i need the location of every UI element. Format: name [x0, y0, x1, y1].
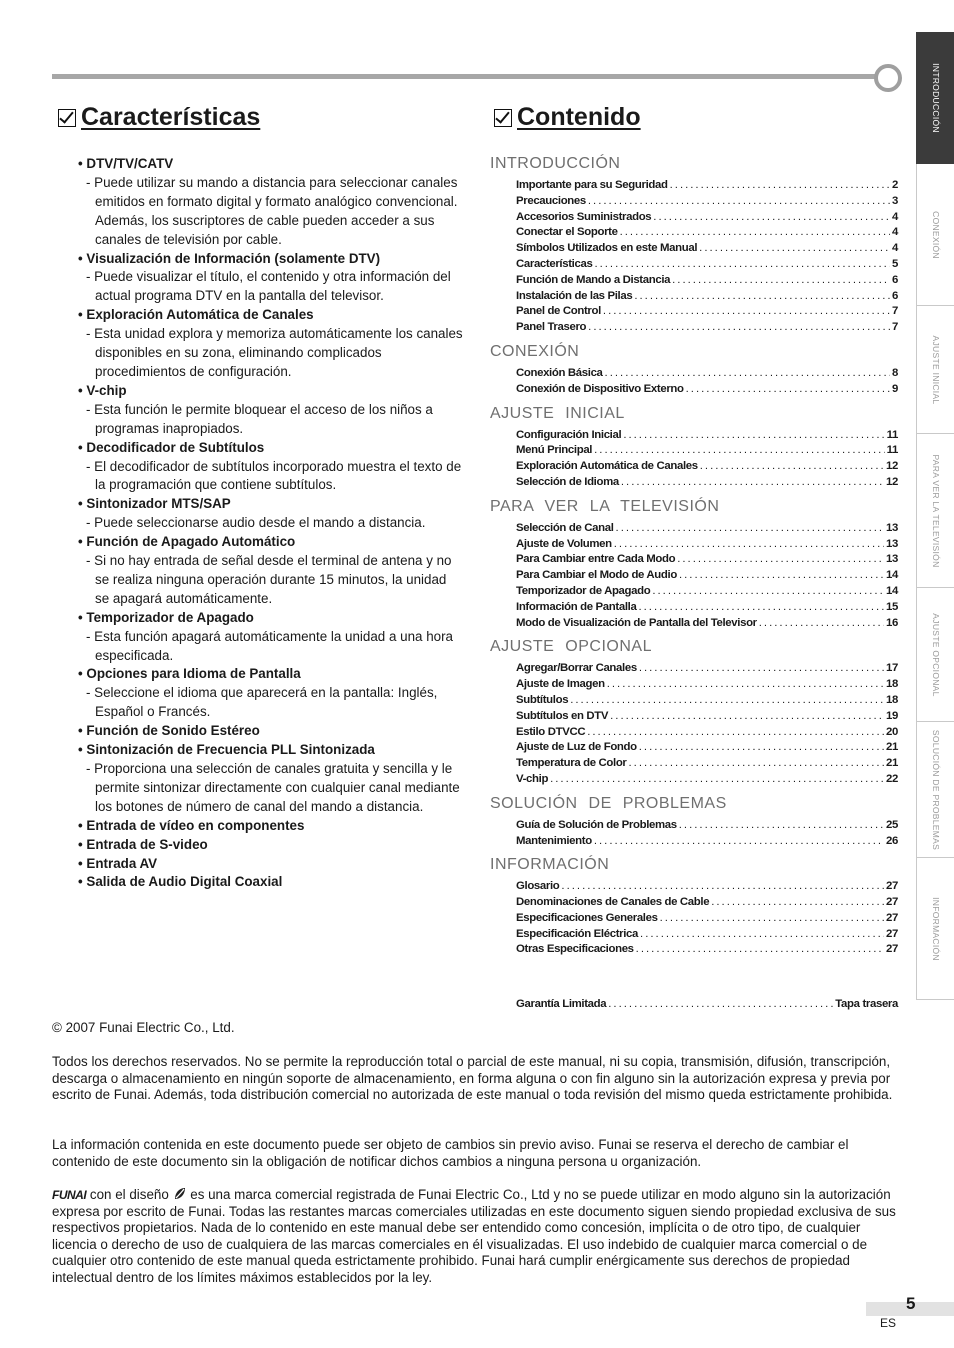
legal-paragraph-2: La información contenida en este documento puede ser objeto de cambios sin previo aviso. Funai se reserva el derecho de cambiar el contenido de este documento sin la obligación de notificar dichos cambios a ninguna persona u organización. — [52, 1137, 849, 1169]
feature-title: • Entrada de S-video — [78, 836, 208, 852]
feature-title: • Función de Sonido Estéreo — [78, 723, 260, 739]
legal-paragraph-1: Todos los derechos reservados. No se permite la reproducción total o parcial de este manual, ni su copia, transmisión, difusión, transcripción, descarga o almacenamiento en ningún soporte de almacenamiento, en forma alguna o con fin alguno sin la autorización expresa y previa por escrito de Funai. Además, toda distribución comercial no autorizada de este manual o toda revisión del mismo queda estrictamente prohibida. — [52, 1054, 893, 1103]
feature-title: • Decodificador de Subtítulos — [78, 439, 265, 455]
feature-title: • Sintonizador MTS/SAP — [78, 496, 231, 512]
toc-item[interactable]: V-chip ..... 22 — [516, 772, 898, 788]
table-of-contents — [490, 153, 900, 958]
contents-heading: Contenido — [494, 103, 641, 132]
toc-item[interactable]: Características ..... 5 — [516, 257, 898, 273]
feature-title: • Sintonización de Frecuencia PLL Sintonizada — [78, 742, 375, 758]
toc-item[interactable]: Ajuste de Luz de Fondo ..... 21 — [516, 740, 898, 756]
toc-section — [490, 403, 900, 491]
toc-item[interactable]: Precauciones ..... 3 — [516, 194, 898, 210]
toc-section — [490, 636, 900, 787]
funai-leaf-icon — [173, 1187, 187, 1201]
toc-item[interactable]: Selección de Idioma ..... 12 — [516, 475, 898, 491]
toc-section-heading: INTRODUCCIÓN — [490, 155, 621, 172]
feature-description: - Si no hay entrada de señal desde el terminal de antena y no se realiza ninguna operación durante 15 minutos, la unidad se apagará automáticamente. — [86, 553, 452, 606]
side-tab[interactable] — [916, 32, 954, 164]
toc-item[interactable]: Subtítulos ..... 18 — [516, 693, 898, 709]
feature-description: - Esta función apagará automáticamente la unidad a una hora especificada. — [86, 628, 454, 663]
toc-item[interactable]: Ajuste de Imagen ..... 18 — [516, 677, 898, 693]
toc-section — [490, 341, 900, 398]
toc-section-heading: AJUSTE INICIAL — [490, 404, 625, 422]
toc-section-heading: INFORMACIÓN — [490, 856, 610, 874]
side-tabs — [916, 32, 954, 1014]
side-tab[interactable] — [916, 434, 954, 588]
feature-title: • Visualización de Información (solamente DTV) — [78, 250, 381, 266]
feature-description: - Proporciona una selección de canales gratuita y sencilla y le permite sintonizar directamente con cualquier canal mediante los botones de número de canal del mando a distancia. — [86, 761, 460, 814]
feature-description: - Puede seleccionarse audio desde el mando a distancia. — [86, 515, 426, 531]
toc-section-heading: AJUSTE OPCIONAL — [490, 638, 652, 656]
side-tab-label: INTRODUCCIÓN — [930, 62, 941, 133]
toc-section — [490, 793, 900, 850]
toc-section-heading: SOLUCIÓN DE PROBLEMAS — [490, 794, 727, 812]
feature-title: • Exploración Automática de Canales — [78, 307, 314, 323]
toc-item[interactable]: Símbolos Utilizados en este Manual ..... 4 — [516, 241, 898, 257]
toc-section-heading: PARA VER LA TELEVISIÓN — [490, 497, 720, 515]
toc-section — [490, 496, 900, 632]
toc-item[interactable]: Ajuste de Volumen ..... 13 — [516, 537, 898, 553]
toc-item[interactable]: Menú Principal ..... 11 — [516, 443, 898, 459]
toc-item[interactable]: Conexión Básica ..... 8 — [516, 366, 898, 382]
page-number: 5 — [906, 1294, 916, 1313]
feature-description: - Esta unidad explora y memoriza automáticamente los canales disponibles en su zona, eliminando complicados procedimientos de configuración. — [86, 326, 463, 379]
toc-item[interactable]: Guía de Solución de Problemas ..... 25 — [516, 818, 898, 834]
feature-title: • Función de Apagado Automático — [78, 534, 296, 550]
checkbox-icon — [58, 109, 76, 127]
toc-item[interactable]: Glosario ..... 27 — [516, 879, 898, 895]
side-tab-label: AJUSTE INICIAL — [930, 335, 941, 404]
features-heading: Características — [58, 103, 260, 132]
toc-item[interactable]: Importante para su Seguridad ..... 2 — [516, 178, 898, 194]
toc-item[interactable]: Agregar/Borrar Canales ..... 17 — [516, 661, 898, 677]
toc-item[interactable]: Selección de Canal ..... 13 — [516, 521, 898, 537]
feature-description: - El decodificador de subtítulos incorporado muestra el texto de la programación que contiene subtítulos. — [86, 458, 462, 493]
toc-section-heading: CONEXIÓN — [490, 342, 580, 360]
side-tab-label: PARA VER LA TELEVISIÓN — [930, 453, 941, 568]
feature-description: - Seleccione el idioma que aparecerá en la pantalla: Inglés, Español o Francés. — [86, 685, 438, 720]
feature-title: • Temporizador de Apagado — [78, 609, 254, 625]
toc-item[interactable]: Mantenimiento ..... 26 — [516, 834, 898, 850]
toc-section — [490, 153, 900, 336]
toc-item[interactable]: Otras Especificaciones ..... 27 — [516, 942, 898, 958]
toc-item[interactable]: Subtítulos en DTV ..... 19 — [516, 709, 898, 725]
toc-item[interactable]: Exploración Automática de Canales ..... 12 — [516, 459, 898, 475]
toc-item[interactable]: Temperatura de Color ..... 21 — [516, 756, 898, 772]
toc-section — [490, 854, 900, 958]
feature-description: - Esta función le permite bloquear el acceso de los niños a programas inapropiados. — [86, 401, 433, 436]
side-tab-label: CONEXIÓN — [930, 210, 941, 259]
side-tab-label: AJUSTE OPCIONAL — [930, 612, 941, 697]
feature-description: - Puede utilizar su mando a distancia para seleccionar canales emitidos en formato digital y formato analógico convencional. Además, los suscriptores de cable pueden acceder a sus canales de televisión por cable. — [86, 174, 458, 247]
toc-item[interactable]: Configuración Inicial ..... 11 — [516, 428, 898, 444]
toc-item[interactable]: Para Cambiar entre Cada Modo ..... 13 — [516, 552, 898, 568]
toc-item[interactable]: Especificación Eléctrica ..... 27 — [516, 927, 898, 943]
checkbox-icon — [494, 109, 512, 127]
toc-item[interactable]: Información de Pantalla ..... 15 — [516, 600, 898, 616]
feature-description: - Puede visualizar el título, el contenido y otra información del actual programa DTV en la pantalla del televisor. — [86, 269, 451, 304]
feature-title: • DTV/TV/CATV — [78, 156, 174, 171]
toc-warranty — [516, 997, 898, 1013]
toc-item[interactable]: Para Cambiar el Modo de Audio ..... 14 — [516, 568, 898, 584]
toc-item[interactable]: Panel Trasero ..... 7 — [516, 320, 898, 336]
side-tab[interactable] — [916, 858, 954, 1000]
circle-ornament — [874, 64, 902, 92]
side-tab[interactable] — [916, 722, 954, 858]
feature-title: • Salida de Audio Digital Coaxial — [78, 874, 283, 890]
toc-item[interactable]: Panel de Control ..... 7 — [516, 304, 898, 320]
toc-item[interactable]: Especificaciones Generales ..... 27 — [516, 911, 898, 927]
copyright: © 2007 Funai Electric Co., Ltd. — [52, 1020, 235, 1035]
legal-paragraph-3: FUNAI con el diseño es una marca comercial registrada de Funai Electric Co., Ltd y no se puede utilizar en modo alguno sin la autorización expresa por escrito de Funai. Todas las restantes marcas comerciales utilizadas en este documento siguen siendo propiedad exclusiva de sus respectivos propietarios. Nada de lo contenido en este manual debe ser entendido como concesión, implícita o de otro tipo, de cualquier licencia o derecho de uso de cualquiera de las marcas comerciales en él visualizadas. El uso indebido de cualquier marca comercial o de cualquier otro contenido de este manual queda estrictamente prohibido. Funai hará cumplir enérgicamente sus derechos de propiedad intelectual dentro de los límites máximos establecidos por la ley. — [52, 1187, 896, 1285]
feature-title: • Opciones para Idioma de Pantalla — [78, 666, 301, 682]
top-rule — [52, 74, 878, 79]
funai-logo: FUNAI — [52, 1188, 87, 1202]
features-list — [78, 155, 463, 892]
toc-item[interactable]: Conectar el Soporte ..... 4 — [516, 225, 898, 241]
side-tab[interactable] — [916, 306, 954, 434]
side-tab[interactable] — [916, 164, 954, 306]
feature-title: • V-chip — [78, 382, 127, 398]
toc-item[interactable]: Instalación de las Pilas ..... 6 — [516, 289, 898, 305]
toc-item[interactable]: Conexión de Dispositivo Externo ..... 9 — [516, 382, 898, 398]
toc-item[interactable]: Función de Mando a Distancia ..... 6 — [516, 273, 898, 289]
toc-item[interactable]: Temporizador de Apagado ..... 14 — [516, 584, 898, 600]
toc-item[interactable]: Estilo DTVCC ..... 20 — [516, 725, 898, 741]
feature-title: • Entrada AV — [78, 855, 158, 871]
toc-item[interactable]: Accesorios Suministrados ..... 4 — [516, 210, 898, 226]
feature-title: • Entrada de vídeo en componentes — [78, 817, 305, 833]
toc-item[interactable]: Garantía Limitada ..... Tapa trasera — [516, 997, 898, 1013]
side-tab[interactable] — [916, 588, 954, 722]
toc-item[interactable]: Modo de Visualización de Pantalla del Televisor ..... 16 — [516, 616, 898, 632]
side-tab-label: SOLUCIÓN DE PROBLEMAS — [930, 729, 941, 850]
toc-item[interactable]: Denominaciones de Canales de Cable ..... 27 — [516, 895, 898, 911]
side-tab-label: INFORMACIÓN — [930, 896, 941, 961]
page-language: ES — [880, 1316, 897, 1330]
